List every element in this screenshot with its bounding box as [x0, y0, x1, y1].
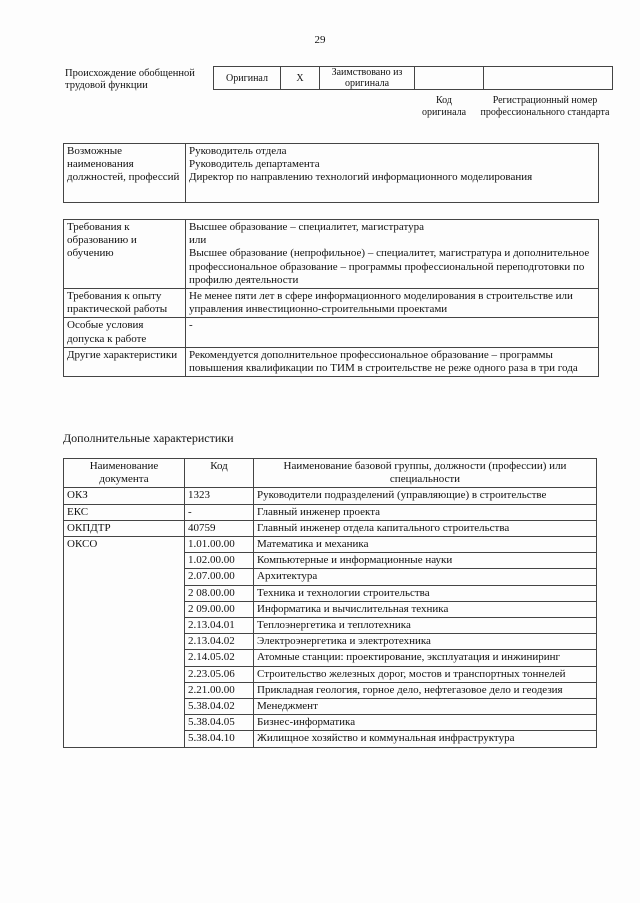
additional-table — [63, 458, 597, 748]
requirement-value: Рекомендуется дополнительное профессиональное образование – программы повышения квалификации по ТИМ в строительстве не реже одного раза в три года — [186, 347, 599, 376]
requirement-value: Не менее пяти лет в сфере информационного моделирования в строительстве или управления инвестиционно-строительными проектами — [186, 289, 599, 318]
requirement-row-other — [64, 347, 599, 376]
name-cell: Строительство железных дорог, мостов и транспортных тоннелей — [254, 666, 597, 682]
code-cell: 1.01.00.00 — [185, 537, 254, 553]
positions-table — [63, 143, 599, 203]
doc-cell: ЕКС — [64, 504, 185, 520]
code-cell: 2.13.04.01 — [185, 618, 254, 634]
name-cell: Руководители подразделений (управляющие) в строительстве — [254, 488, 597, 504]
table-row — [64, 488, 597, 504]
origin-table — [213, 66, 613, 90]
name-cell: Информатика и вычислительная техника — [254, 601, 597, 617]
code-cell: 2.07.00.00 — [185, 569, 254, 585]
name-cell: Менеджмент — [254, 699, 597, 715]
origin-original-cell: Оригинал — [214, 67, 281, 90]
requirement-value: Высшее образование – специалитет, магистратура или Высшее образование (непрофильное) – специалитет, магистратура и дополнительное профессиональное образование – программы профессиональной переподготовки по профилю деятельности — [186, 220, 599, 289]
page-number: 29 — [314, 34, 326, 46]
position-item: Руководитель отдела — [189, 145, 287, 157]
requirement-value: - — [186, 318, 599, 347]
code-cell: 2 08.00.00 — [185, 585, 254, 601]
requirement-row-experience — [64, 289, 599, 318]
origin-label: Происхождение обобщенной трудовой функции — [65, 68, 195, 91]
origin-mark-cell: X — [281, 67, 320, 90]
code-cell: 1323 — [185, 488, 254, 504]
name-cell: Главный инженер проекта — [254, 504, 597, 520]
code-cell: 40759 — [185, 520, 254, 536]
requirement-row-education — [64, 220, 599, 289]
code-cell: - — [185, 504, 254, 520]
table-row — [64, 504, 597, 520]
code-cell: 1.02.00.00 — [185, 553, 254, 569]
code-cell: 5.38.04.05 — [185, 715, 254, 731]
positions-values — [186, 144, 599, 203]
code-cell: 2 09.00.00 — [185, 601, 254, 617]
additional-header-row — [64, 459, 597, 488]
code-cell: 2.14.05.02 — [185, 650, 254, 666]
name-cell: Компьютерные и информационные науки — [254, 553, 597, 569]
code-cell: 5.38.04.10 — [185, 731, 254, 747]
name-cell: Жилищное хозяйство и коммунальная инфраструктура — [254, 731, 597, 747]
name-cell: Архитектура — [254, 569, 597, 585]
requirement-label: Другие характеристики — [64, 347, 186, 376]
requirement-label: Требования к образованию и обучению — [64, 220, 186, 289]
doc-cell-okso: ОКСО — [64, 537, 185, 748]
table-row — [64, 537, 597, 553]
name-cell: Математика и механика — [254, 537, 597, 553]
doc-cell: ОКПДТР — [64, 520, 185, 536]
name-cell: Теплоэнергетика и теплотехника — [254, 618, 597, 634]
name-cell: Электроэнергетика и электротехника — [254, 634, 597, 650]
name-cell: Прикладная геология, горное дело, нефтегазовое дело и геодезия — [254, 682, 597, 698]
doc-cell: ОКЗ — [64, 488, 185, 504]
positions-label: Возможные наименования должностей, профессий — [64, 144, 186, 203]
code-cell: 2.13.04.02 — [185, 634, 254, 650]
requirements-table — [63, 219, 599, 377]
name-cell: Главный инженер отдела капитального строительства — [254, 520, 597, 536]
name-cell: Техника и технологии строительства — [254, 585, 597, 601]
header-name: Наименование базовой группы, должности (профессии) или специальности — [254, 459, 597, 488]
name-cell: Атомные станции: проектирование, эксплуатация и инжиниринг — [254, 650, 597, 666]
requirement-label: Требования к опыту практической работы — [64, 289, 186, 318]
name-cell: Бизнес-информатика — [254, 715, 597, 731]
position-item: Директор по направлению технологий информационного моделирования — [189, 171, 533, 184]
requirement-row-admission — [64, 318, 599, 347]
table-row — [64, 520, 597, 536]
origin-reg-cell — [484, 67, 613, 90]
header-doc: Наименование документа — [64, 459, 185, 488]
origin-code-caption: Код оригинала — [421, 95, 467, 118]
origin-code-cell — [415, 67, 484, 90]
requirement-label: Особые условия допуска к работе — [64, 318, 186, 347]
additional-title: Дополнительные характеристики — [63, 431, 234, 445]
code-cell: 5.38.04.02 — [185, 699, 254, 715]
code-cell: 2.23.05.06 — [185, 666, 254, 682]
header-code: Код — [185, 459, 254, 488]
origin-borrowed-cell: Заимствовано из оригинала — [320, 67, 415, 90]
origin-reg-caption: Регистрационный номер профессионального стандарта — [480, 95, 610, 118]
code-cell: 2.21.00.00 — [185, 682, 254, 698]
position-item: Руководитель департамента — [189, 158, 320, 171]
